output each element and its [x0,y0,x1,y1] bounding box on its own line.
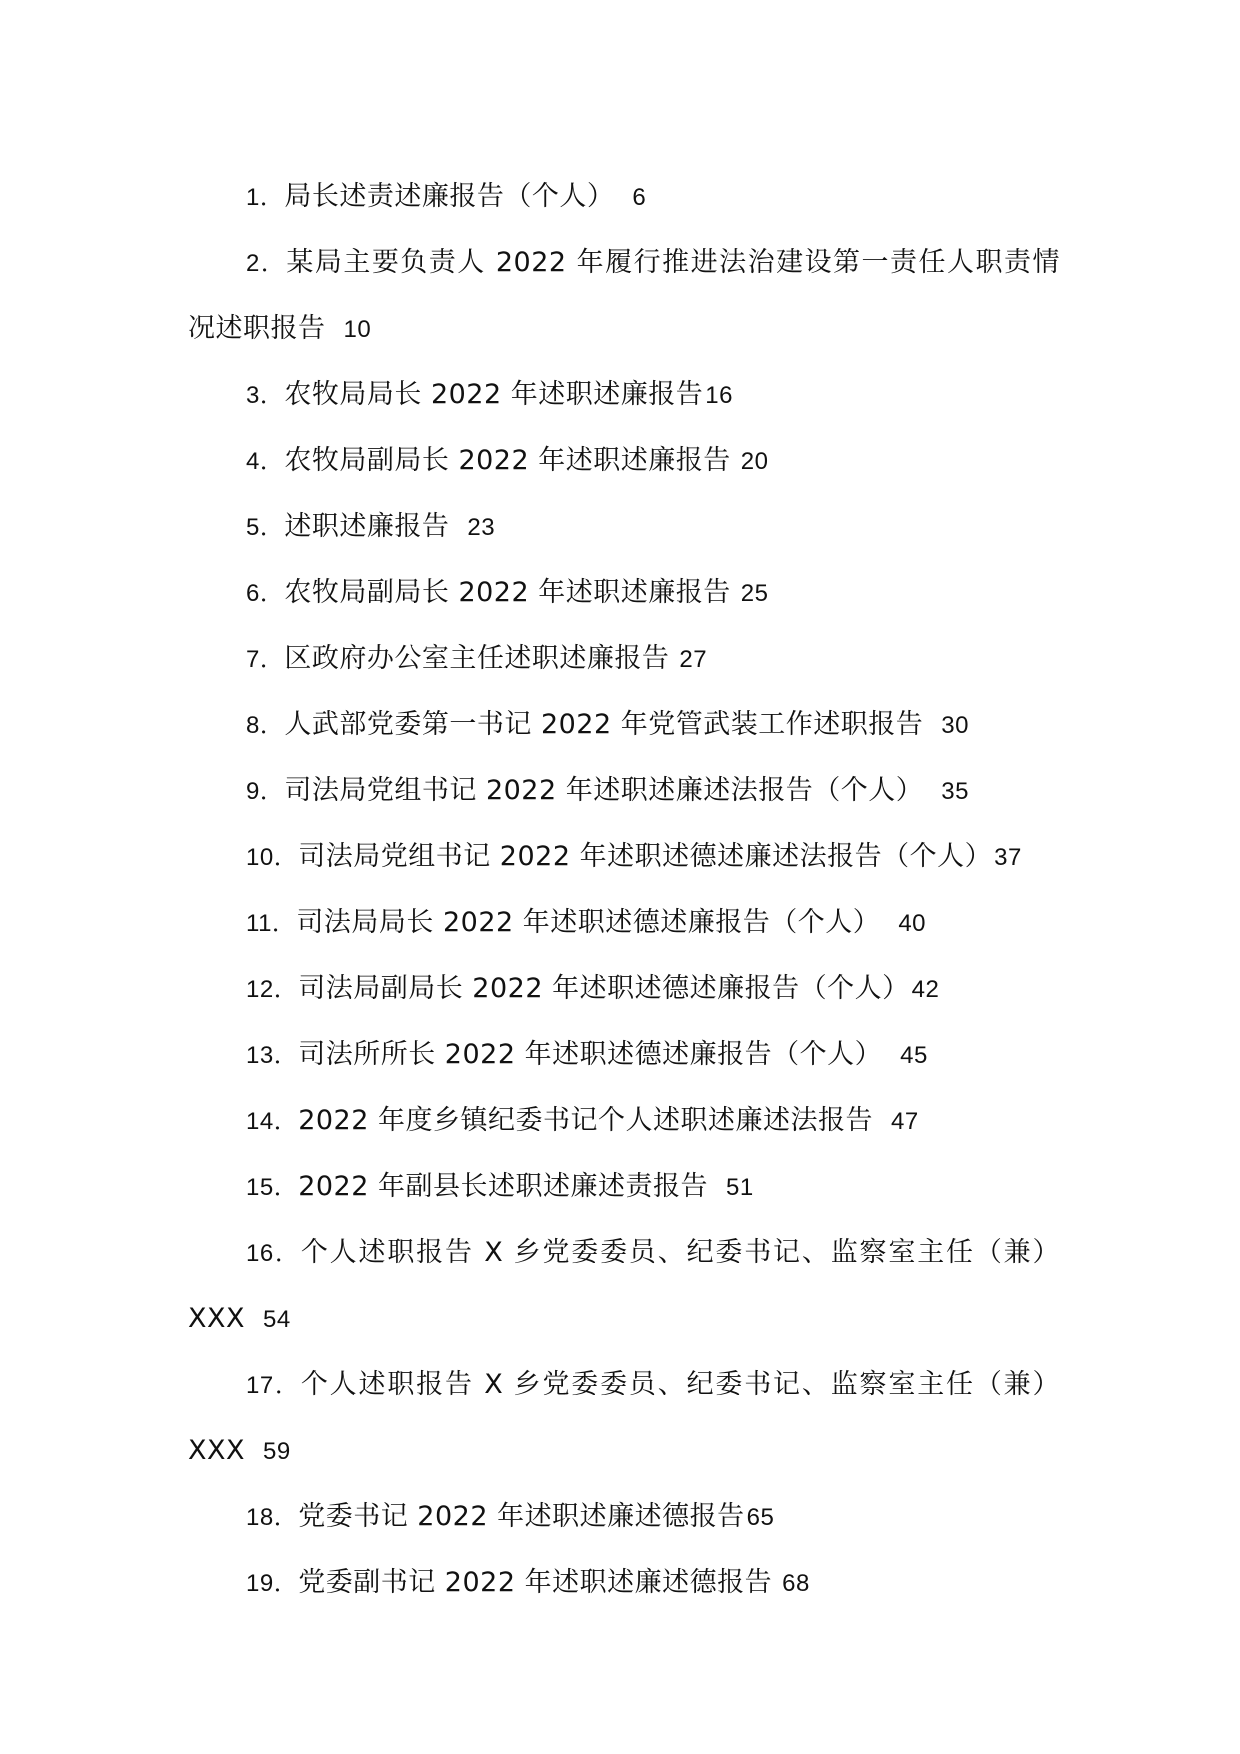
toc-entry-page: 68 [782,1570,810,1597]
toc-entry-page: 47 [891,1108,919,1135]
toc-entry-15[interactable] [188,1154,1060,1220]
toc-entry-number: 18． [246,1504,299,1531]
toc-entry-page: 10 [343,316,372,343]
toc-entry-page: 30 [941,712,969,739]
toc-entry-number: 1． [246,184,285,211]
toc-entry-number: 14． [246,1108,299,1135]
toc-entry-title: 农牧局副局长 2022 年述职述廉报告 [284,577,731,608]
toc-entry-number: 4． [246,448,285,475]
toc-entry-number: 15． [246,1174,299,1201]
toc-entry-number: 13． [246,1042,299,1069]
toc-entry-title: 党委书记 2022 年述职述廉述德报告 [298,1501,745,1532]
toc-entry-page: 45 [900,1042,928,1069]
toc-entry-page: 25 [740,580,769,607]
toc-entry-title: 局长述责述廉报告（个人） [284,181,615,212]
toc-entry-page: 20 [740,448,769,475]
toc-entry-8[interactable] [188,692,1060,758]
toc-entry-18[interactable] [188,1484,1060,1550]
toc-entry-number: 19． [246,1570,299,1597]
toc-entry-page: 16 [705,382,733,409]
toc-entry-2[interactable] [188,230,1060,362]
toc-entry-title: 司法所所长 2022 年述职述德述廉报告（个人） [298,1039,883,1070]
toc-entry-page: 35 [941,778,969,805]
toc-entry-page: 37 [994,844,1022,871]
toc-entry-title: 司法局副局长 2022 年述职述德述廉报告（个人） [298,973,910,1004]
toc-entry-number: 16． [246,1240,301,1267]
toc-entry-title: 司法局局长 2022 年述职述德述廉报告（个人） [296,907,881,938]
toc-entry-title: 司法局党组书记 2022 年述职述廉述法报告（个人） [284,775,924,806]
toc-entry-7[interactable] [188,626,1060,692]
toc-entry-page: 54 [263,1306,291,1333]
toc-entry-1[interactable] [188,164,1060,230]
toc-entry-4[interactable] [188,428,1060,494]
toc-entry-title: 个人述职报告 X 乡党委委员、纪委书记、监察室主任（兼）XXX [188,1369,1060,1466]
toc-entry-page: 6 [632,184,647,211]
toc-entry-13[interactable] [188,1022,1060,1088]
toc-entry-title: 个人述职报告 X 乡党委委员、纪委书记、监察室主任（兼）XXX [188,1237,1060,1334]
toc-entry-number: 3． [246,382,285,409]
toc-entry-number: 12． [246,976,299,1003]
toc-entry-number: 11． [246,910,297,937]
toc-entry-title: 党委副书记 2022 年述职述廉述德报告 [298,1567,773,1598]
toc-entry-title: 农牧局局长 2022 年述职述廉报告 [284,379,704,410]
toc-entry-6[interactable] [188,560,1060,626]
toc-entry-title: 述职述廉报告 [284,511,450,542]
toc-entry-title: 2022 年度乡镇纪委书记个人述职述廉述法报告 [298,1105,873,1136]
toc-entry-5[interactable] [188,494,1060,560]
toc-entry-page: 40 [898,910,927,937]
toc-entry-title: 区政府办公室主任述职述廉报告 [284,643,670,674]
toc-entry-number: 6． [246,580,285,607]
toc-entry-9[interactable] [188,758,1060,824]
toc-entry-page: 23 [467,514,496,541]
toc-entry-12[interactable] [188,956,1060,1022]
toc-entry-10[interactable] [188,824,1060,890]
toc-entry-title: 人武部党委第一书记 2022 年党管武装工作述职报告 [284,709,924,740]
toc-entry-11[interactable] [188,890,1060,956]
toc-entry-page: 59 [263,1438,291,1465]
table-of-contents [188,164,1060,1616]
toc-entry-17[interactable] [188,1352,1060,1484]
toc-entry-number: 5． [246,514,285,541]
toc-entry-number: 8． [246,712,285,739]
toc-entry-3[interactable] [188,362,1060,428]
toc-entry-16[interactable] [188,1220,1060,1352]
toc-entry-14[interactable] [188,1088,1060,1154]
toc-entry-number: 10． [246,844,299,871]
toc-entry-title: 农牧局副局长 2022 年述职述廉报告 [284,445,731,476]
toc-entry-title: 某局主要负责人 2022 年履行推进法治建设第一责任人职责情况述职报告 [188,247,1060,344]
toc-entry-title: 司法局党组书记 2022 年述职述德述廉述法报告（个人） [298,841,993,872]
toc-entry-number: 7． [246,646,285,673]
toc-entry-page: 51 [726,1174,754,1201]
toc-entry-page: 65 [746,1504,775,1531]
toc-entry-page: 27 [679,646,708,673]
toc-entry-number: 9． [246,778,285,805]
toc-entry-number: 17． [246,1372,301,1399]
toc-entry-page: 42 [911,976,940,1003]
toc-entry-title: 2022 年副县长述职述廉述责报告 [298,1171,708,1202]
toc-entry-19[interactable] [188,1550,1060,1616]
toc-entry-number: 2． [246,250,287,277]
